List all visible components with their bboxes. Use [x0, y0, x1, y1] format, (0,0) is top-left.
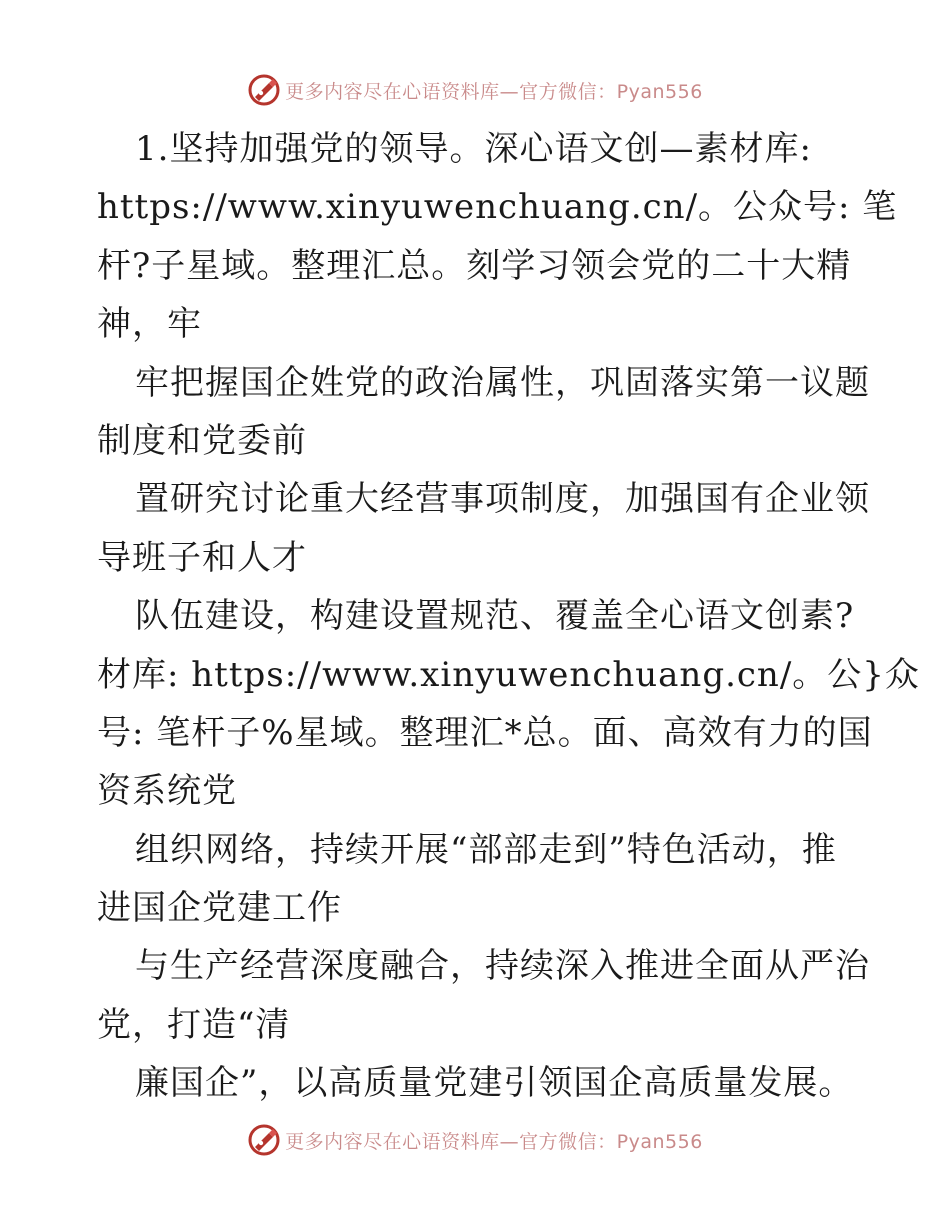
text-line: 神，牢 [97, 304, 202, 345]
text-line: 党，打造“清 [97, 1004, 291, 1045]
brand-logo-icon [247, 1123, 281, 1157]
brand-logo-icon [247, 73, 281, 107]
text-line: 置研究讨论重大经营事项制度，加强国有企业领 [135, 479, 870, 520]
footer-watermark-banner [0, 1120, 950, 1160]
text-line: 制度和党委前 [97, 420, 307, 461]
text-line: 组织网络，持续开展“部部走到”特色活动，推 [135, 829, 837, 870]
text-line: 队伍建设，构建设置规范、覆盖全心语文创素? [135, 596, 855, 637]
document-body [97, 120, 920, 1113]
text-line: 杆?子星域。整理汇总。刻学习领会党的二十大精 [97, 245, 852, 286]
text-line: https://www.xinyuwenchuang.cn/。公众号: 笔 [97, 187, 898, 228]
text-line: 廉国企”，以高质量党建引领国企高质量发展。 [135, 1063, 854, 1104]
header-watermark-banner [0, 70, 950, 110]
text-line: 与生产经营深度融合，持续深入推进全面从严治 [135, 946, 870, 987]
text-line: 进国企党建工作 [97, 888, 342, 929]
text-line: 1.坚持加强党的领导。深心语文创—素材库: [135, 129, 812, 169]
text-line: 号: 笔杆子%星域。整理汇*总。面、高效有力的国 [97, 712, 873, 753]
text-line: 材库: https://www.xinyuwenchuang.cn/。公}众 [97, 654, 920, 695]
footer-watermark-text: 更多内容尽在心语资料库—官方微信：Pyan556 [285, 1130, 703, 1153]
header-watermark-text: 更多内容尽在心语资料库—官方微信：Pyan556 [285, 80, 703, 103]
text-line: 导班子和人才 [97, 537, 307, 578]
text-line: 牢把握国企姓党的政治属性，巩固落实第一议题 [135, 362, 870, 403]
text-line: 资系统党 [97, 771, 237, 812]
